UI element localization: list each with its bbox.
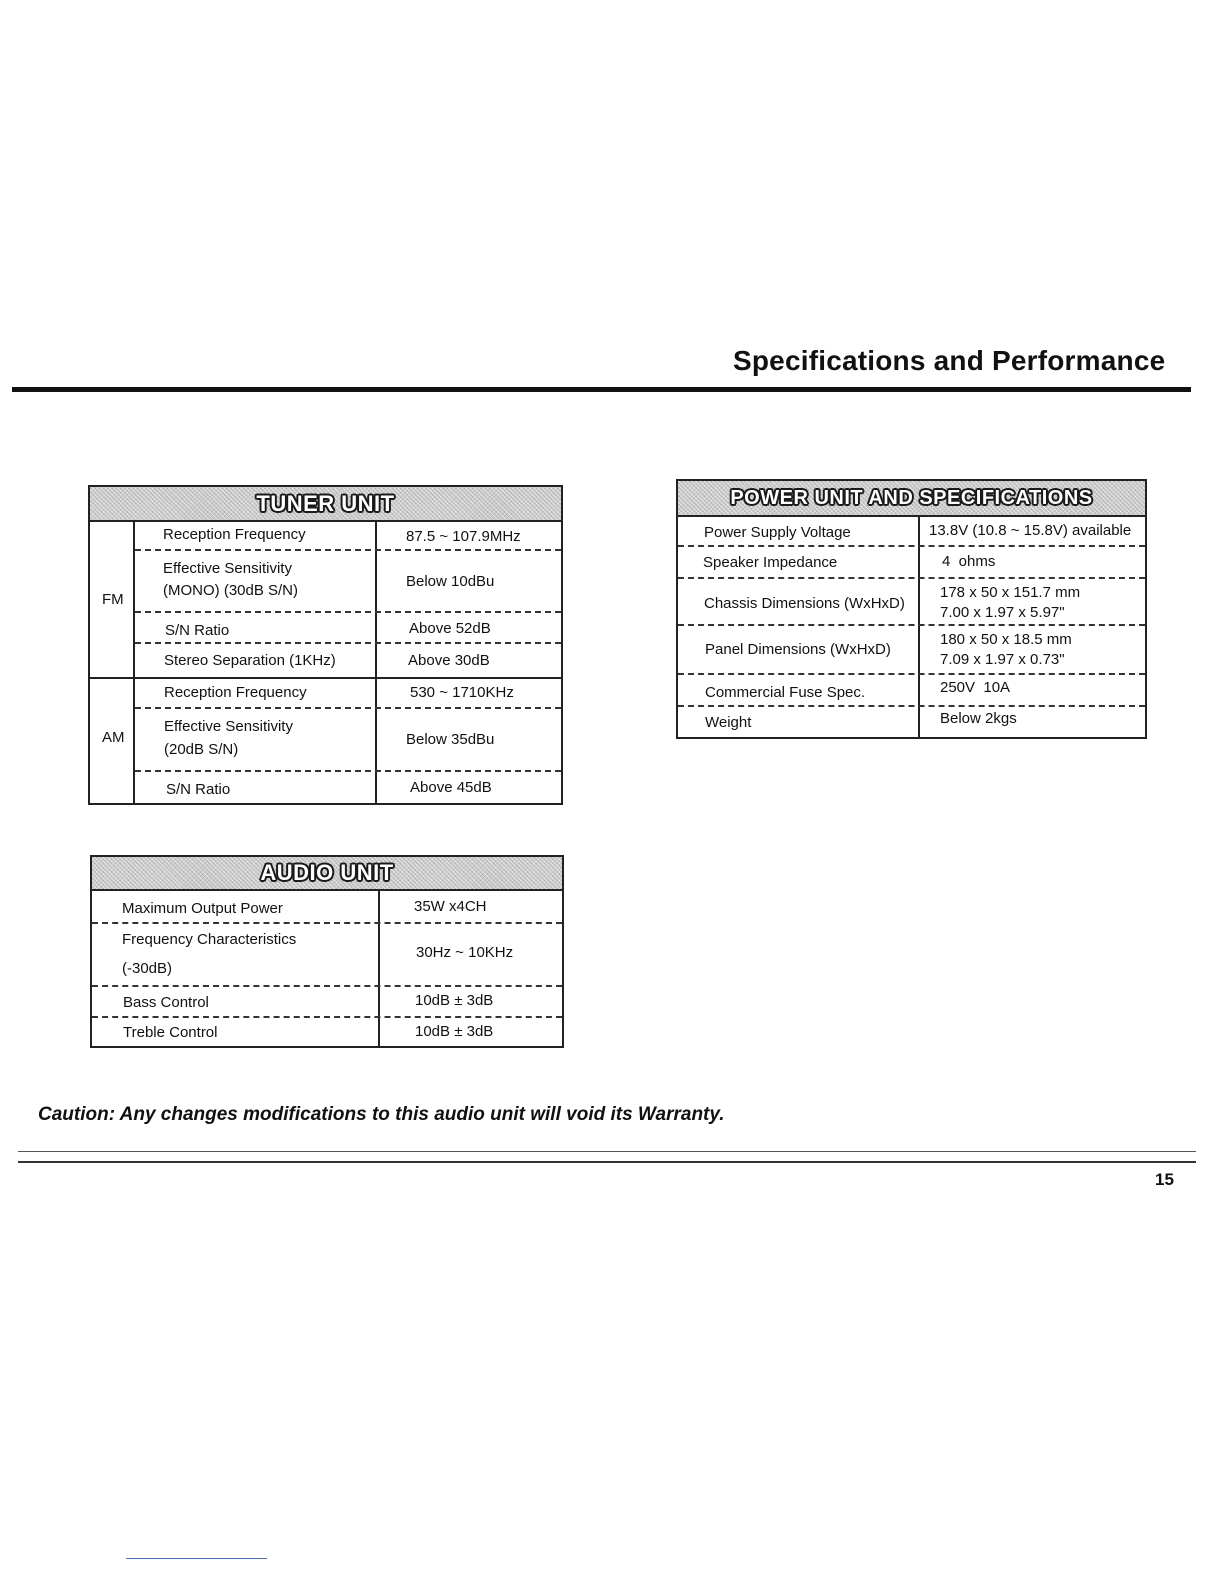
spec-name: Treble Control — [123, 1024, 218, 1041]
spec-value: 35W x4CH — [414, 898, 487, 915]
row-divider — [135, 707, 561, 709]
row-divider — [678, 624, 1145, 626]
row-divider — [135, 549, 561, 551]
caution-note: Caution: Any changes modifications to this audio unit will void its Warranty. — [38, 1104, 725, 1125]
fm-am-separator — [90, 677, 561, 679]
row-divider — [135, 770, 561, 772]
spec-value: 10dB ± 3dB — [415, 992, 494, 1009]
spec-value: 530 ~ 1710KHz — [410, 684, 514, 701]
spec-value: 7.09 x 1.97 x 0.73" — [940, 651, 1065, 668]
spec-name: Power Supply Voltage — [704, 524, 851, 541]
page-number: 15 — [1155, 1170, 1174, 1189]
spec-name: Speaker Impedance — [703, 554, 838, 571]
spec-value: Below 10dBu — [406, 573, 495, 590]
title-rule — [12, 387, 1191, 392]
spec-name: S/N Ratio — [165, 622, 230, 639]
spec-value: Above 52dB — [409, 620, 491, 637]
tuner-unit-table — [88, 485, 563, 805]
spec-value: 87.5 ~ 107.9MHz — [406, 528, 521, 545]
spec-value: 10dB ± 3dB — [415, 1023, 494, 1040]
fm-band-label: FM — [102, 591, 124, 608]
spec-value: Below 35dBu — [406, 731, 495, 748]
spec-value: Below 2kgs — [940, 710, 1017, 727]
value-column-divider — [375, 520, 377, 805]
spec-value: 250V 10A — [940, 679, 1011, 696]
spec-name: S/N Ratio — [166, 781, 231, 798]
spec-value: 178 x 50 x 151.7 mm — [940, 584, 1081, 601]
footer-rule — [18, 1151, 1196, 1152]
spec-name: Commercial Fuse Spec. — [705, 684, 866, 701]
row-divider — [678, 545, 1145, 547]
spec-value: Above 30dB — [408, 652, 490, 669]
spec-name: Reception Frequency — [163, 526, 306, 543]
am-band-label: AM — [102, 729, 125, 746]
spec-name: (MONO) (30dB S/N) — [163, 582, 299, 599]
spec-value: 4 ohms — [942, 553, 996, 570]
spec-value: Above 45dB — [410, 779, 492, 796]
spec-name: Maximum Output Power — [122, 900, 283, 917]
row-divider — [678, 673, 1145, 675]
spec-name: Reception Frequency — [164, 684, 307, 701]
row-divider — [678, 577, 1145, 579]
power-unit-table — [676, 479, 1147, 739]
spec-name: Bass Control — [123, 994, 209, 1011]
spec-name: Stereo Separation (1KHz) — [164, 652, 336, 669]
page-title: Specifications and Performance — [733, 345, 1166, 376]
footer-rule — [18, 1161, 1196, 1163]
audio-unit-header: AUDIO UNIT — [92, 857, 562, 891]
spec-value: 180 x 50 x 18.5 mm — [940, 631, 1072, 648]
spec-value: 7.00 x 1.97 x 5.97" — [940, 604, 1065, 621]
row-divider — [135, 611, 561, 613]
spec-name: (20dB S/N) — [164, 741, 239, 758]
spec-value: 13.8V (10.8 ~ 15.8V) available — [929, 522, 1132, 539]
band-column-divider — [133, 520, 135, 805]
spec-name: Effective Sensitivity — [163, 560, 292, 577]
footer-line — [126, 1558, 267, 1559]
spec-name: Frequency Characteristics — [122, 931, 297, 948]
tuner-unit-header: TUNER UNIT — [90, 487, 561, 522]
audio-unit-table — [90, 855, 564, 1048]
row-divider — [135, 642, 561, 644]
spec-name: Weight — [705, 714, 752, 731]
spec-name: (-30dB) — [122, 960, 173, 977]
row-divider — [678, 705, 1145, 707]
row-divider — [92, 1016, 562, 1018]
spec-value: 30Hz ~ 10KHz — [416, 944, 514, 961]
power-unit-header: POWER UNIT AND SPECIFICATIONS — [678, 481, 1145, 517]
spec-name: Effective Sensitivity — [164, 718, 293, 735]
spec-name: Chassis Dimensions (WxHxD) — [704, 595, 905, 612]
row-divider — [92, 922, 562, 924]
spec-name: Panel Dimensions (WxHxD) — [705, 641, 891, 658]
row-divider — [92, 985, 562, 987]
value-column-divider — [378, 889, 380, 1048]
